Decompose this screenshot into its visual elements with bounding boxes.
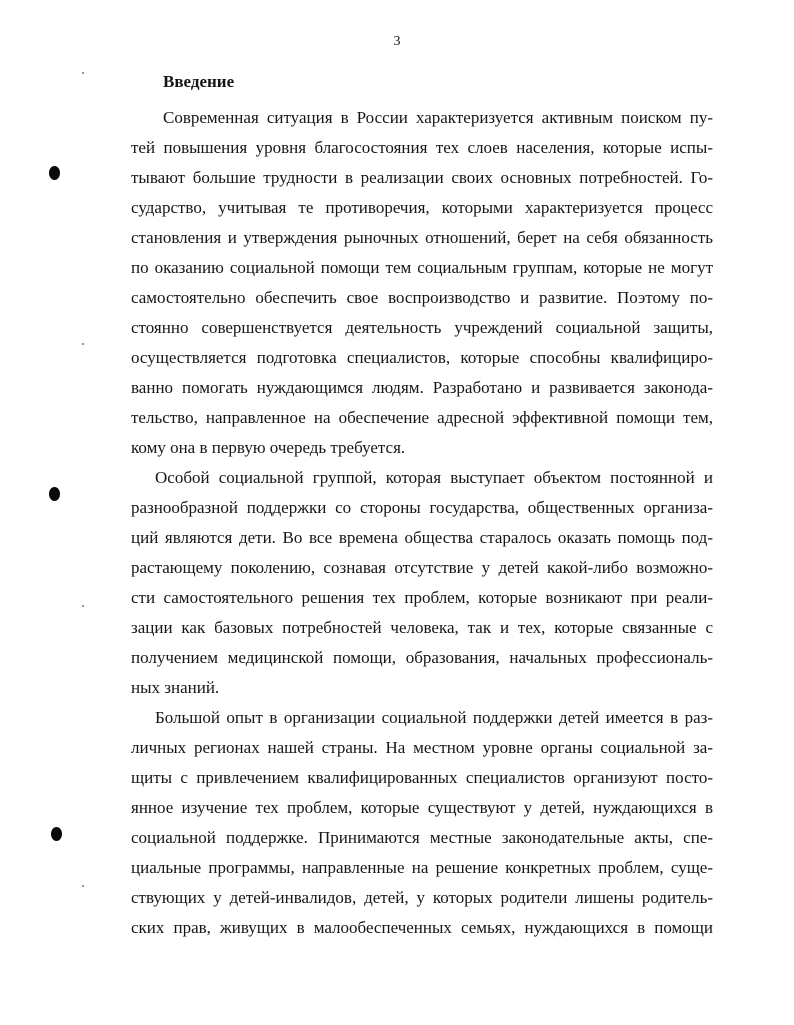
text-line: по оказанию социальной помощи тем социальным группам, которые не могут [131,258,713,277]
text-line: Современная ситуация в России характеризуется активным поиском пу- [163,108,713,127]
scan-speck [82,72,84,74]
text-line: социальной поддержке. Принимаются местные законодательные акты, спе- [131,828,713,847]
section-heading: Введение [163,72,235,91]
text-line: стоянно совершенствуется деятельность учреждений социальной защиты, [131,318,713,337]
text-line: личных регионах нашей страны. На местном уровне органы социальной за- [131,738,713,757]
text-line: тей повышения уровня благосостояния тех слоев населения, которые испы- [131,138,713,157]
text-line: щиты с привлечением квалифицированных специалистов организуют посто- [131,768,713,787]
text-line: зации как базовых потребностей человека, так и тех, которые связанные с [131,618,713,637]
punch-hole-mark [49,487,60,501]
text-line: тывают большие трудности в реализации своих основных потребностей. Го- [131,168,713,187]
text-line: осуществляется подготовка специалистов, которые способны квалифициро- [131,348,713,367]
text-line: становления и утверждения рыночных отношений, берет на себя обязанность [131,228,713,247]
text-line: тельство, направленное на обеспечение адресной эффективной помощи тем, [131,408,713,427]
scan-speck [82,605,84,607]
text-line: растающему поколению, сознавая отсутствие у детей какой-либо возможно- [131,558,713,577]
text-line: сударство, учитывая те противоречия, которыми характеризуется процесс [131,198,713,217]
punch-hole-mark [49,166,60,180]
page-number: 3 [393,34,401,49]
scan-speck [82,343,84,345]
text-line: ских прав, живущих в малообеспеченных семьях, нуждающихся в помощи [131,918,713,937]
text-line: ных знаний. [131,678,220,697]
text-line: Особой социальной группой, которая выступает объектом постоянной и [155,468,713,487]
text-line: ций являются дети. Во все времена общества старалось оказать помощь под- [131,528,713,547]
text-line: сти самостоятельного решения тех проблем, которые возникают при реали- [131,588,713,607]
text-line: ванно помогать нуждающимся людям. Разработано и развивается законода- [131,378,713,397]
text-line: циальные программы, направленные на решение конкретных проблем, суще- [131,858,713,877]
punch-hole-mark [51,827,62,841]
text-line: получением медицинской помощи, образования, начальных профессиональ- [131,648,713,667]
text-line: Большой опыт в организации социальной поддержки детей имеется в раз- [155,708,713,727]
text-line: самостоятельно обеспечить свое воспроизводство и развитие. Поэтому по- [131,288,713,307]
text-line: ствующих у детей-инвалидов, детей, у которых родители лишены родитель- [131,888,713,907]
text-line: кому она в первую очередь требуется. [131,438,406,457]
text-line: янное изучение тех проблем, которые существуют у детей, нуждающихся в [131,798,713,817]
scan-speck [82,885,84,887]
text-line: разнообразной поддержки со стороны государства, общественных организа- [131,498,713,517]
